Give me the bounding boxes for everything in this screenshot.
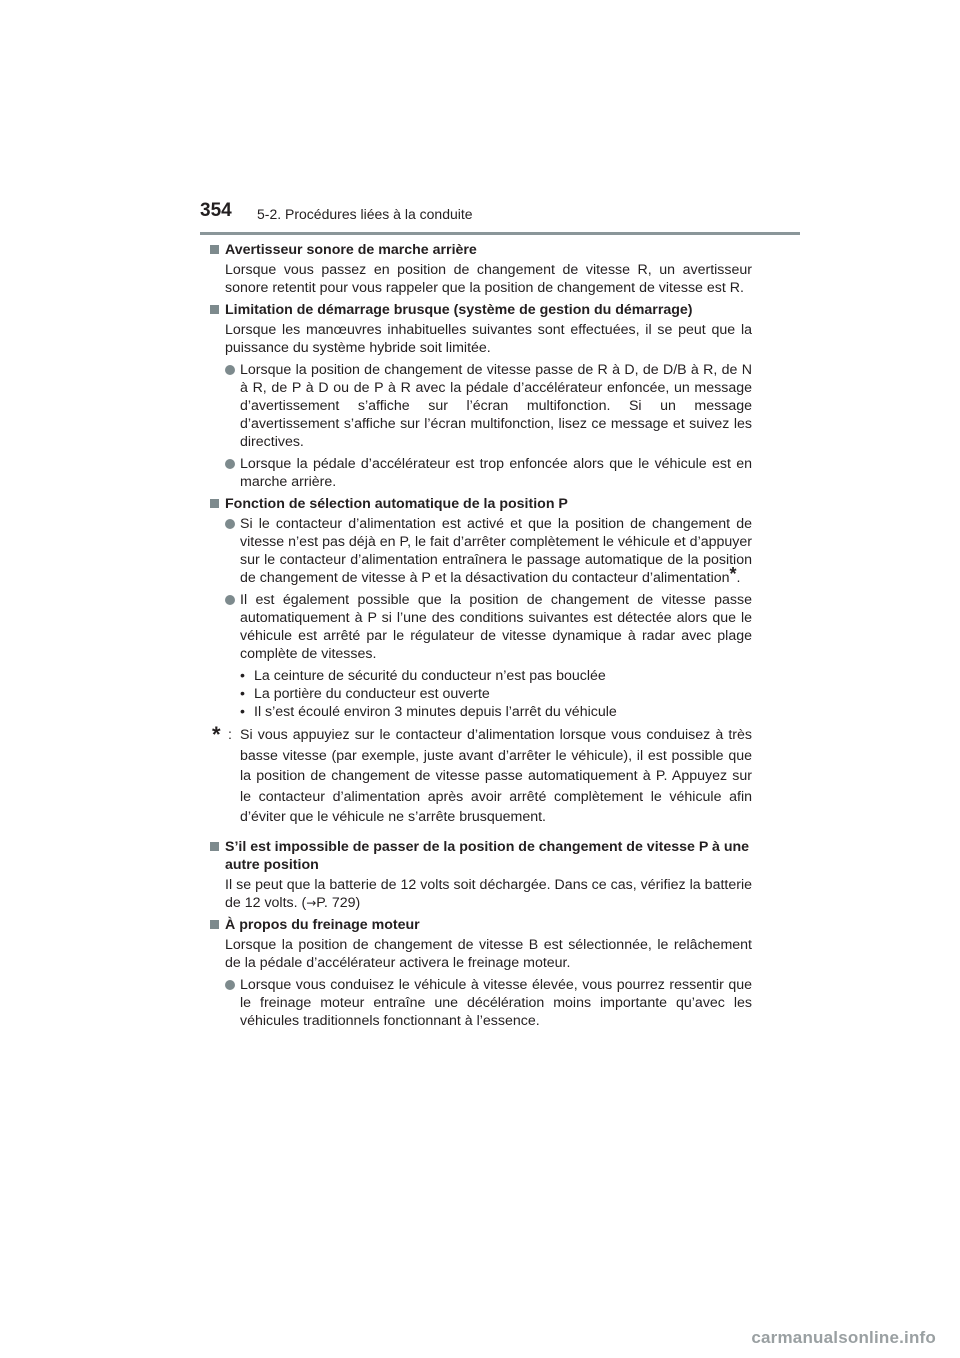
watermark: carmanualsonline.info bbox=[751, 1328, 936, 1347]
page-number: 354 bbox=[200, 200, 232, 221]
footnote bbox=[208, 722, 752, 828]
section-heading bbox=[208, 916, 752, 934]
heading-text: À propos du freinage moteur bbox=[225, 916, 420, 933]
condition-item bbox=[240, 703, 752, 721]
square-bullet-icon bbox=[210, 499, 219, 508]
section-reverse-buzzer bbox=[208, 241, 752, 297]
paragraph: Lorsque la position de changement de vitesse B est sélectionnée, le relâchement de la pédale d’accélérateur activera le freinage moteur. bbox=[225, 936, 752, 971]
header-divider bbox=[200, 232, 800, 235]
circle-bullet-icon bbox=[225, 519, 235, 529]
condition-item bbox=[240, 667, 752, 685]
arrow-right-icon: → bbox=[306, 895, 317, 910]
page-header bbox=[0, 0, 960, 240]
footnote-reference: * bbox=[729, 564, 737, 584]
heading-text: Avertisseur sonore de marche arrière bbox=[225, 242, 477, 258]
footnote-colon: : bbox=[228, 727, 232, 743]
section-shift-impossible bbox=[208, 838, 752, 912]
sub-bullet-mark: • bbox=[240, 686, 245, 702]
circle-bullet-icon bbox=[225, 459, 235, 469]
list-item-text: Lorsque la position de changement de vitesse passe de R à D, de D/B à R, de N à R, de P à D ou de P à R avec la pédale d’accélérateur enfoncée, un message d’avertissement s’affiche sur l’écran multifonction. Si un message d’avertissement s’affiche sur l’écran multifonction, lisez ce message et suivez les directives. bbox=[240, 362, 752, 450]
heading-text: S’il est impossible de passer de la position de changement de vitesse P à une autre position bbox=[225, 838, 750, 873]
sentence-end: . bbox=[736, 570, 741, 586]
square-bullet-icon bbox=[210, 920, 219, 929]
condition-text: La portière du conducteur est ouverte bbox=[254, 686, 490, 702]
condition-text: La ceinture de sécurité du conducteur n’est pas bouclée bbox=[254, 668, 606, 684]
list-item bbox=[208, 361, 752, 451]
square-bullet-icon bbox=[210, 842, 219, 851]
list-item-text: Il est également possible que la position de changement de vitesse passe automatiquement à P si l’une des conditions suivantes est détectée alors que le véhicule est arrêté par le régulateur de vitesse dynamique à radar avec plage complète de vitesses. bbox=[240, 592, 752, 662]
list-item-text: Lorsque vous conduisez le véhicule à vitesse élevée, vous pourrez ressentir que le freinage moteur entraîne une décélération moins importante qu’avec les véhicules traditionnels fonctionnant à l’essence. bbox=[240, 976, 752, 1029]
footnote-text: Si vous appuyiez sur le contacteur d’alimentation lorsque vous conduisez à très basse vitesse (par exemple, juste avant d’arrêter le véhicule), il est possible que la position de changement de vitesse passe automatiquement à P. Appuyez sur le contacteur d’alimentation après avoir arrêté complètement le véhicule afin d’éviter que le véhicule ne s’arrête brusquement. bbox=[240, 727, 752, 825]
list-item bbox=[208, 591, 752, 663]
list-item bbox=[208, 976, 752, 1030]
circle-bullet-icon bbox=[225, 980, 235, 990]
circle-bullet-icon bbox=[225, 365, 235, 375]
footnote-star: * bbox=[212, 722, 221, 747]
square-bullet-icon bbox=[210, 245, 219, 254]
sub-bullet-mark: • bbox=[240, 704, 245, 720]
paragraph-text: Il se peut que la batterie de 12 volts soit déchargée. Dans ce cas, vérifiez la batterie de 12 volts. ( bbox=[225, 876, 752, 911]
paragraph: Lorsque les manœuvres inhabituelles suivantes sont effectuées, il se peut que la puissance du système hybride soit limitée. bbox=[225, 322, 752, 356]
section-engine-braking bbox=[208, 916, 752, 1030]
list-item-text: Si le contacteur d’alimentation est activé et que la position de changement de vitesse n’est pas déjà en P, le fait d’arrêter complètement le véhicule et d’appuyer sur le contacteur d’alimentation entraînera le passage automatique de la position de changement de vitesse à P et la désactivation du contacteur d’alimentation bbox=[240, 516, 752, 586]
heading-text: Fonction de sélection automatique de la position P bbox=[225, 496, 568, 512]
condition-item bbox=[240, 685, 752, 703]
section-start-limitation bbox=[208, 301, 752, 491]
list-item-text: Lorsque la pédale d’accélérateur est trop enfoncée alors que le véhicule est en marche arrière. bbox=[240, 456, 752, 490]
section-heading bbox=[208, 241, 752, 259]
section-heading bbox=[208, 301, 752, 319]
list-item bbox=[208, 455, 752, 491]
page-reference: P. 729) bbox=[316, 894, 361, 911]
paragraph bbox=[208, 876, 752, 912]
page-content bbox=[208, 241, 752, 1034]
section-heading bbox=[208, 838, 752, 874]
square-bullet-icon bbox=[210, 305, 219, 314]
condition-list bbox=[208, 667, 752, 721]
list-item bbox=[208, 515, 752, 587]
chapter-title: 5-2. Procédures liées à la conduite bbox=[257, 206, 473, 222]
section-heading bbox=[208, 495, 752, 513]
paragraph: Lorsque vous passez en position de changement de vitesse R, un avertisseur sonore retentit pour vous rappeler que la position de changement de vitesse est R. bbox=[225, 262, 752, 296]
circle-bullet-icon bbox=[225, 595, 235, 605]
sub-bullet-mark: • bbox=[240, 668, 245, 684]
section-auto-p bbox=[208, 495, 752, 828]
heading-text: Limitation de démarrage brusque (système de gestion du démarrage) bbox=[225, 302, 693, 318]
condition-text: Il s’est écoulé environ 3 minutes depuis l’arrêt du véhicule bbox=[254, 704, 617, 720]
